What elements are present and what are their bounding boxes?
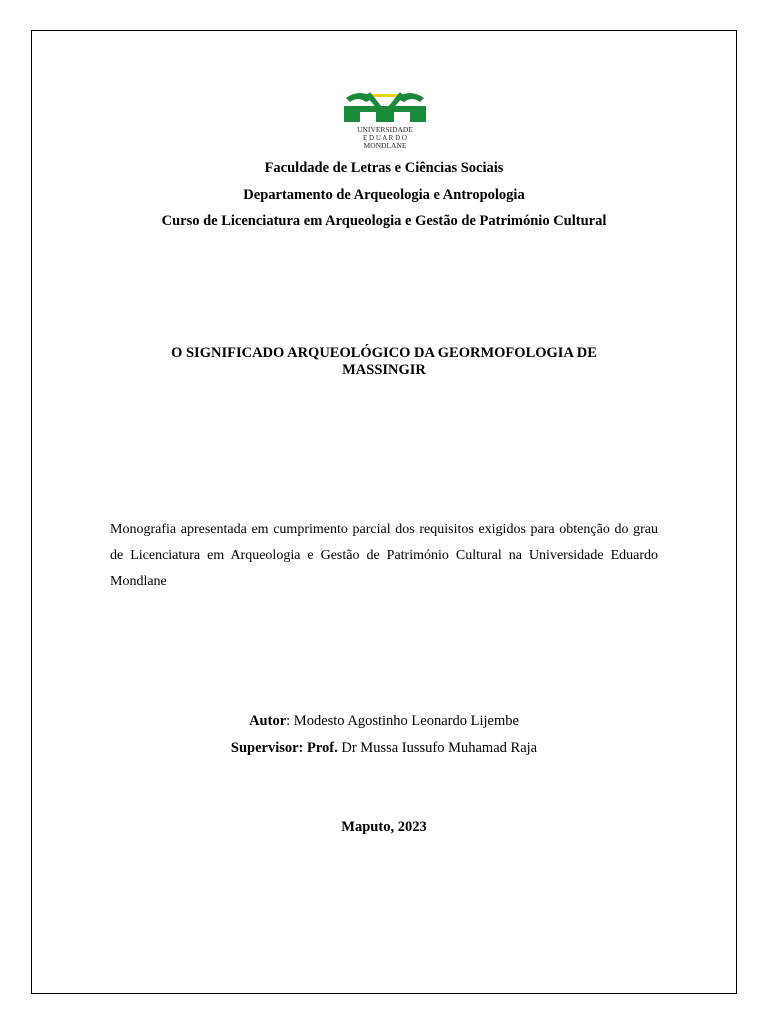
- logo-text-line1: UNIVERSIDADE: [357, 125, 413, 134]
- author-line: [0, 712, 768, 730]
- supervisor-line: [0, 739, 768, 757]
- logo-text-line3: MONDLANE: [363, 141, 407, 150]
- logo-emblem-icon: [340, 88, 430, 150]
- supervisor-label: Supervisor: Prof.: [230, 740, 338, 756]
- thesis-title-line2: MASSINGIR: [342, 362, 426, 378]
- author-separator: :: [286, 713, 291, 729]
- abstract-paragraph: Monografia apresentada em cumprimento parcial dos requisitos exigidos para obtenção do grau de Licenciatura em Arqueologia e Gestão de Património Cultural na Universidade Eduardo Mondlane: [110, 522, 658, 589]
- supervisor-name: Dr Mussa Iussufo Muhamad Raja: [337, 740, 538, 756]
- department-name: Departamento de Arqueologia e Antropologia: [243, 187, 525, 203]
- place-date: Maputo, 2023: [341, 819, 427, 835]
- author-label: Autor: [249, 713, 287, 729]
- thesis-title-line1: O SIGNIFICADO ARQUEOLÓGICO DA GEORMOFOLOGIA DE: [171, 345, 597, 361]
- author-name: Modesto Agostinho Leonardo Lijembe: [290, 713, 519, 729]
- course-name: Curso de Licenciatura em Arqueologia e Gestão de Património Cultural: [161, 213, 607, 229]
- logo-text-line2: E D U A R D O: [363, 134, 407, 142]
- faculty-name: Faculdade de Letras e Ciências Sociais: [264, 160, 504, 176]
- logo-green-base: [344, 106, 426, 122]
- university-logo: [340, 88, 430, 150]
- thesis-title: [130, 345, 638, 379]
